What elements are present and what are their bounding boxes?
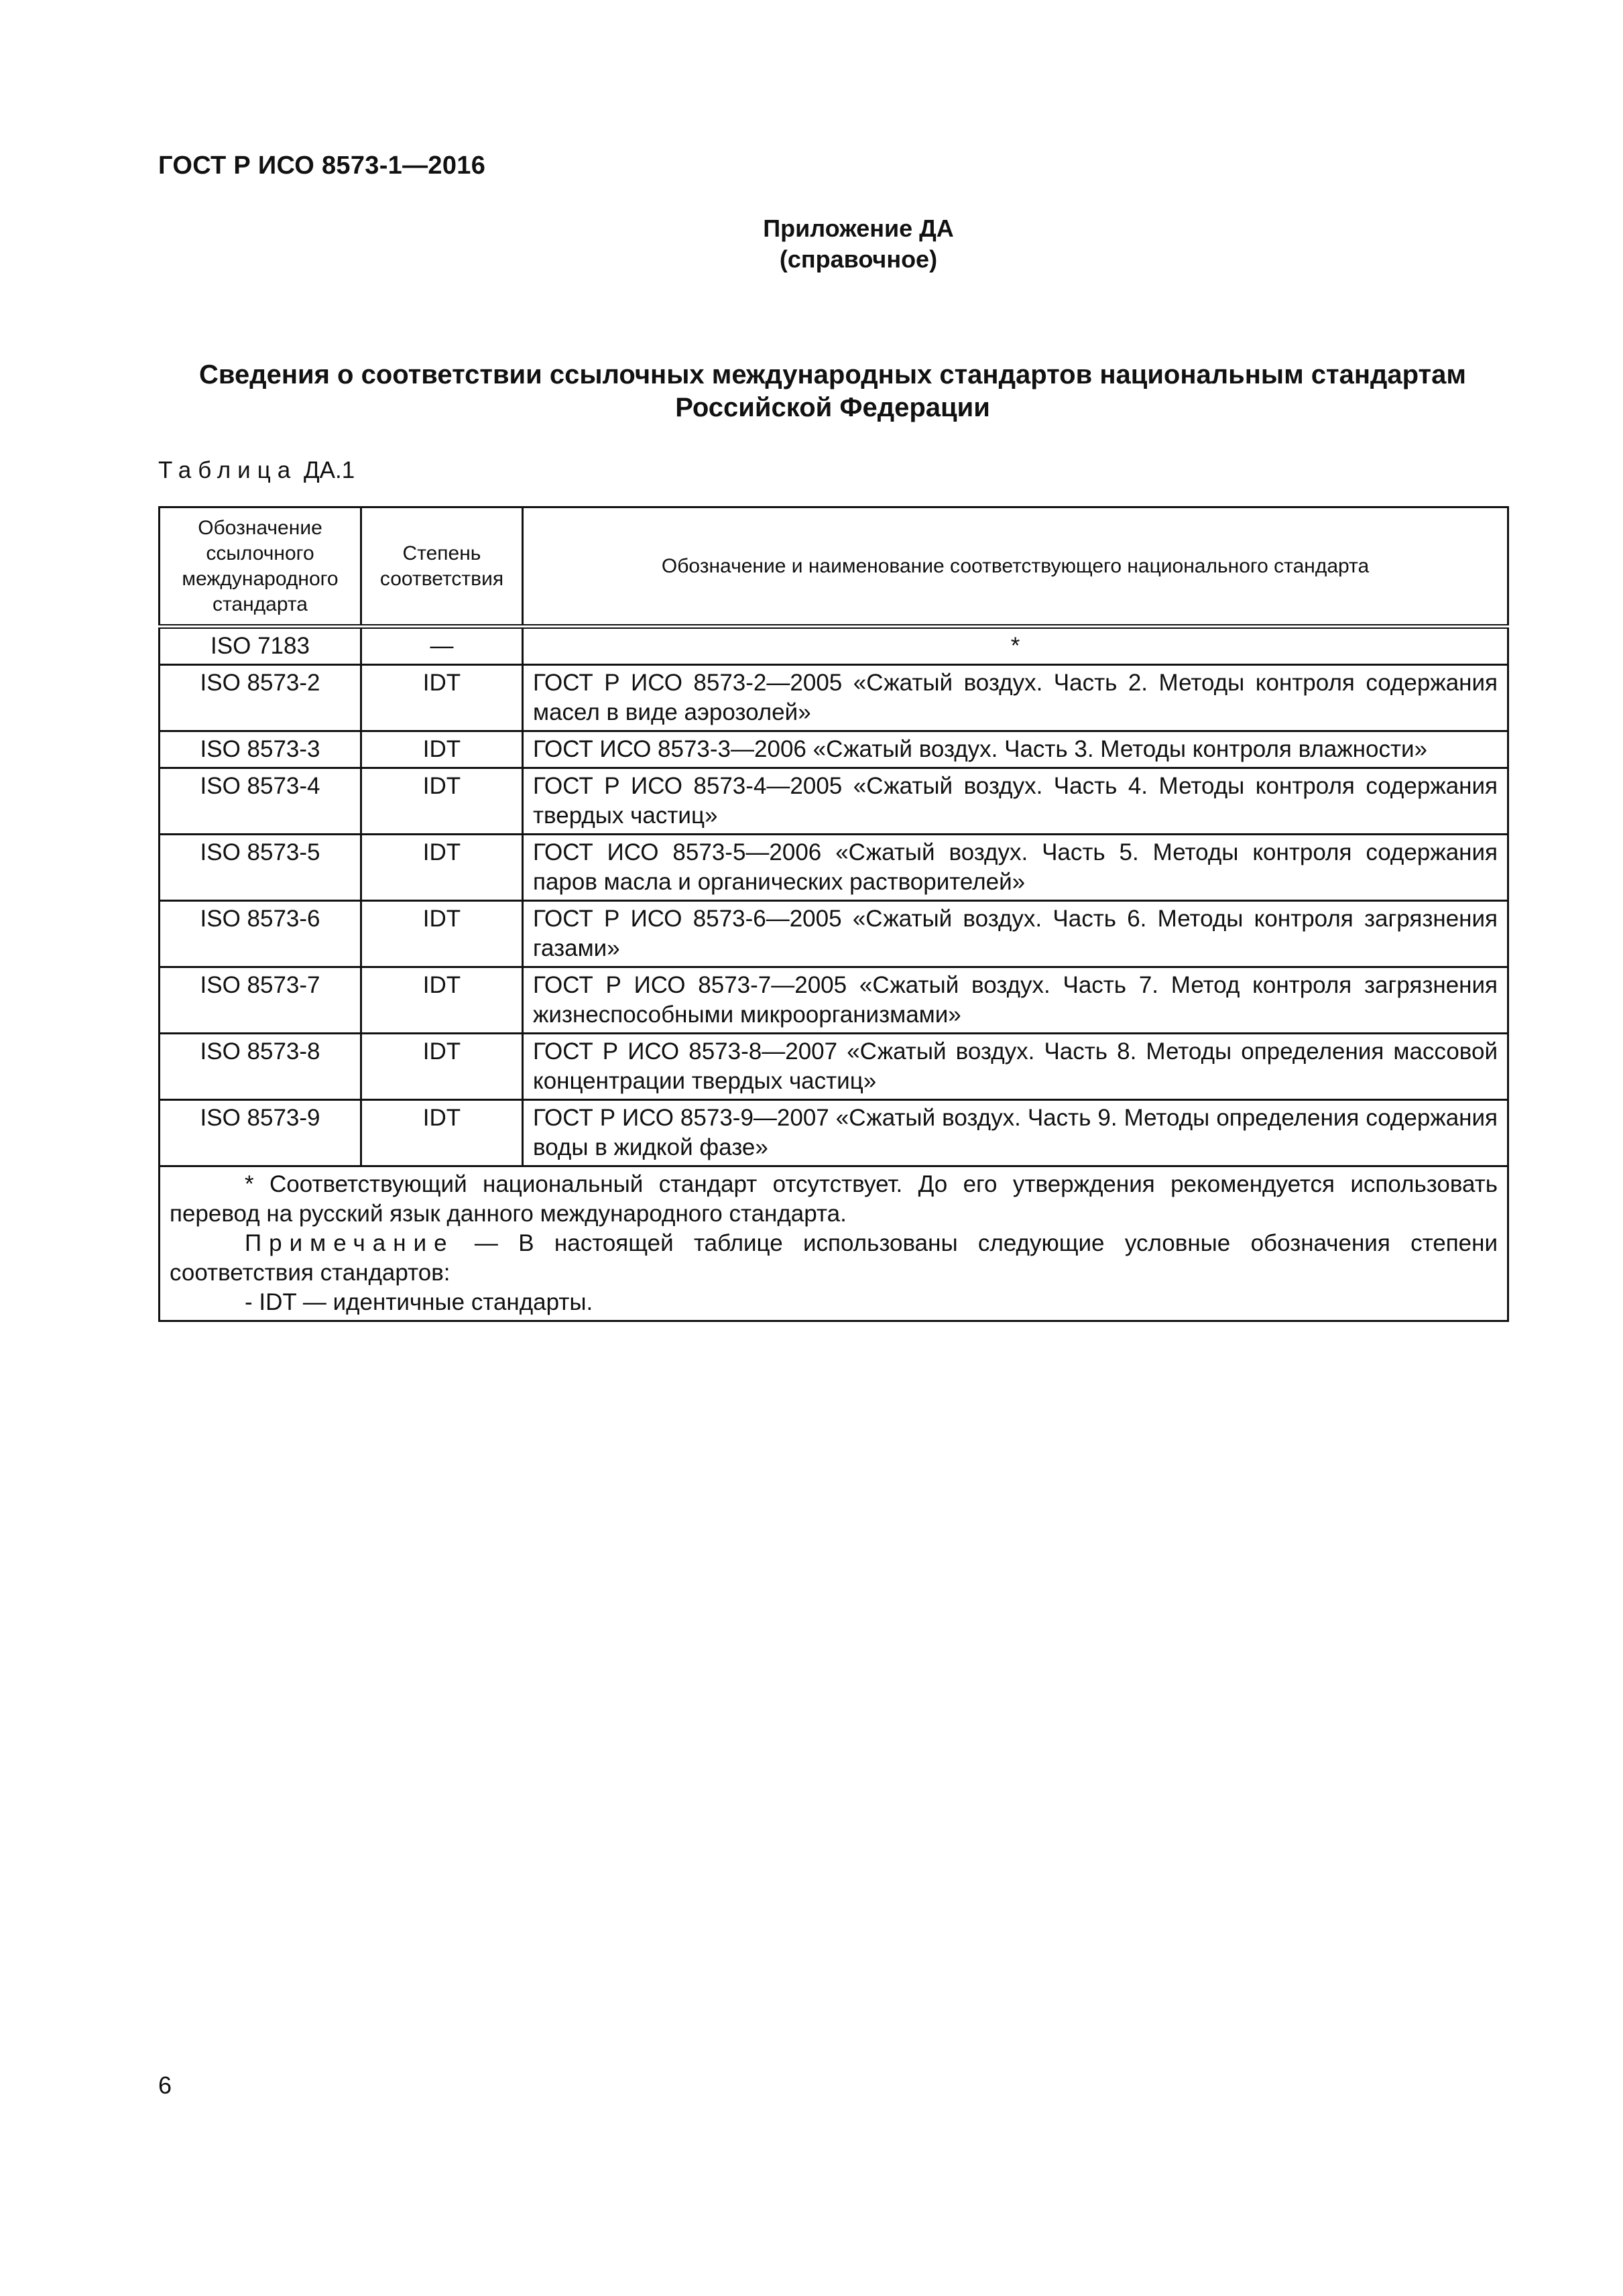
cell-code: ISO 7183 [160, 627, 361, 665]
table-header-row [160, 507, 1508, 627]
table-row [160, 665, 1508, 731]
page-number: 6 [158, 2071, 172, 2099]
cell-code: ISO 8573-2 [160, 665, 361, 731]
note-label: Примечание [245, 1230, 455, 1256]
cell-degree: IDT [361, 967, 523, 1034]
cell-code: ISO 8573-8 [160, 1034, 361, 1100]
cell-name: ГОСТ ИСО 8573-3—2006 «Сжатый воздух. Часть 3. Методы контроля влажности» [523, 731, 1508, 768]
cell-name: ГОСТ Р ИСО 8573-8—2007 «Сжатый воздух. Часть 8. Методы определения массовой концентрации твердых частиц» [523, 1034, 1508, 1100]
cell-degree: IDT [361, 1100, 523, 1166]
page-title: Сведения о соответствии ссылочных международных стандартов национальным стандартам Российской Федерации [199, 360, 1466, 422]
table-notes-row [160, 1166, 1508, 1321]
cell-degree: IDT [361, 1034, 523, 1100]
table-footnote: * Соответствующий национальный стандарт отсутствует. До его утверждения рекомендуется использовать перевод на русский язык данного международного стандарта. [170, 1171, 1498, 1227]
table-caption [158, 457, 355, 484]
table-row [160, 1100, 1508, 1166]
table-row [160, 1034, 1508, 1100]
cell-name: * [523, 627, 1508, 665]
header-name: Обозначение и наименование соответствующего национального стандарта [523, 507, 1508, 627]
cell-name: ГОСТ Р ИСО 8573-9—2007 «Сжатый воздух. Часть 9. Методы определения содержания воды в жидкой фазе» [523, 1100, 1508, 1166]
table-row [160, 768, 1508, 835]
table-caption-number: ДА.1 [303, 457, 355, 483]
table-row [160, 627, 1508, 665]
appendix-subtitle: (справочное) [779, 245, 938, 273]
appendix-heading [0, 213, 1623, 275]
cell-name: ГОСТ Р ИСО 8573-7—2005 «Сжатый воздух. Часть 7. Метод контроля загрязнения жизнеспособными микроорганизмами» [523, 967, 1508, 1034]
cell-degree: IDT [361, 665, 523, 731]
cell-name: ГОСТ Р ИСО 8573-4—2005 «Сжатый воздух. Часть 4. Методы контроля содержания твердых частиц» [523, 768, 1508, 835]
appendix-title: Приложение ДА [763, 215, 954, 242]
table-row [160, 967, 1508, 1034]
cell-name: ГОСТ ИСО 8573-5—2006 «Сжатый воздух. Часть 5. Методы контроля содержания паров масла и органических растворителей» [523, 835, 1508, 901]
cell-code: ISO 8573-9 [160, 1100, 361, 1166]
cell-degree: — [361, 627, 523, 665]
cell-code: ISO 8573-6 [160, 901, 361, 967]
cell-code: ISO 8573-3 [160, 731, 361, 768]
table-notes [160, 1166, 1508, 1321]
cell-code: ISO 8573-7 [160, 967, 361, 1034]
cell-degree: IDT [361, 835, 523, 901]
note-item: - IDT — идентичные стандарты. [245, 1289, 593, 1315]
note-text: — В настоящей таблице использованы следующие условные обозначения степени соответствия стандартов: [170, 1230, 1498, 1286]
table-note [170, 1229, 1498, 1288]
document-code: ГОСТ Р ИСО 8573-1—2016 [158, 152, 486, 180]
cell-degree: IDT [361, 901, 523, 967]
header-code: Обозначение ссылочного международного стандарта [160, 507, 361, 627]
header-degree: Степень соответствия [361, 507, 523, 627]
cell-code: ISO 8573-4 [160, 768, 361, 835]
table-caption-word: Таблица [158, 457, 298, 483]
cell-degree: IDT [361, 731, 523, 768]
table-row [160, 835, 1508, 901]
cell-code: ISO 8573-5 [160, 835, 361, 901]
table-row [160, 731, 1508, 768]
table-row [160, 901, 1508, 967]
cell-name: ГОСТ Р ИСО 8573-2—2005 «Сжатый воздух. Часть 2. Методы контроля содержания масел в виде аэрозолей» [523, 665, 1508, 731]
cell-degree: IDT [361, 768, 523, 835]
correspondence-table [158, 506, 1509, 1322]
cell-name: ГОСТ Р ИСО 8573-6—2005 «Сжатый воздух. Часть 6. Методы контроля загрязнения газами» [523, 901, 1508, 967]
